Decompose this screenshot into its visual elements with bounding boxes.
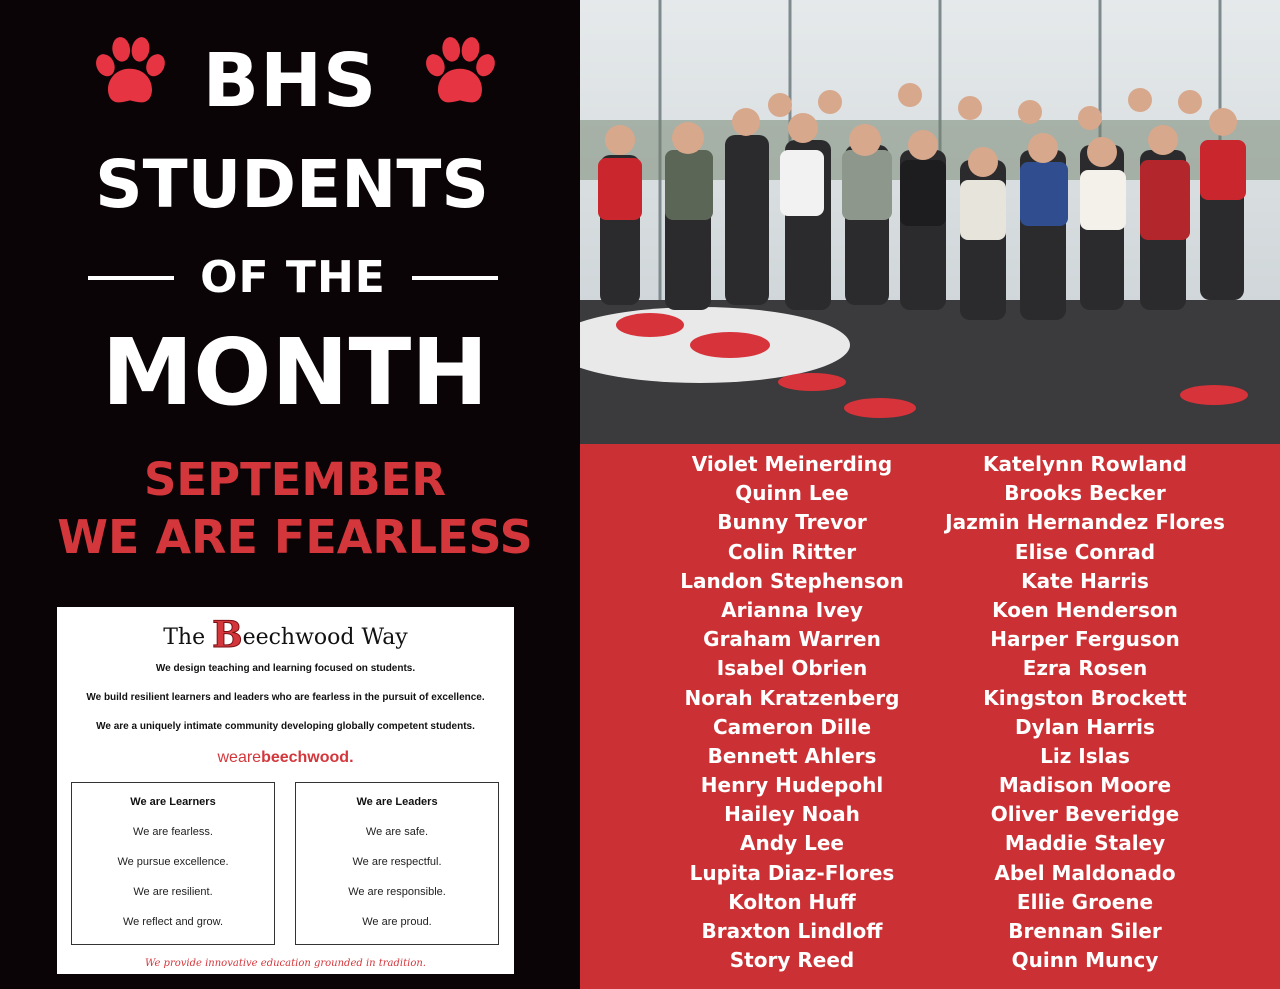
student-name: Kate Harris xyxy=(1021,568,1149,593)
beechwood-way-card xyxy=(57,607,514,974)
leaders-item: We are respectful. xyxy=(352,856,442,868)
student-name: Hailey Noah xyxy=(724,802,860,827)
student-name: Violet Meinerding xyxy=(691,452,893,476)
brand-prefix: weare xyxy=(217,749,262,766)
learners-heading: We are Learners xyxy=(130,796,216,808)
we-are-beechwood-logo xyxy=(57,749,514,767)
leaders-item: We are proud. xyxy=(362,916,432,928)
learners-item: We are fearless. xyxy=(133,826,213,838)
student-name: Norah Kratzenberg xyxy=(684,685,900,710)
student-name: Dylan Harris xyxy=(1015,714,1155,739)
student-name: Liz Islas xyxy=(1040,743,1130,768)
student-name: Bunny Trevor xyxy=(717,510,867,535)
student-name: Brooks Becker xyxy=(1004,481,1166,506)
statement-2: We build resilient learners and leaders who are fearless in the pursuit of excellence. xyxy=(86,692,485,703)
student-name: Graham Warren xyxy=(703,627,881,652)
month-name: SEPTEMBER xyxy=(143,453,447,506)
group-photo-illustration xyxy=(580,0,1280,444)
of-the-row xyxy=(88,250,498,306)
learners-box xyxy=(71,782,275,945)
student-name: Maddie Staley xyxy=(1004,831,1166,856)
title-of-the: OF THE xyxy=(200,252,386,303)
student-name: Cameron Dille xyxy=(712,714,872,739)
brand-bold: beechwood. xyxy=(261,749,354,766)
student-name: Koen Henderson xyxy=(992,597,1178,622)
names-column-2 xyxy=(915,450,1255,975)
student-name: Arianna Ivey xyxy=(721,597,863,622)
student-name: Jazmin Hernandez Flores xyxy=(945,510,1225,535)
names-column-1 xyxy=(622,450,962,975)
card-title xyxy=(57,615,514,655)
student-name: Henry Hudepohl xyxy=(700,773,884,798)
group-photo xyxy=(580,0,1280,444)
student-name: Kingston Brockett xyxy=(983,685,1187,710)
leaders-item: We are responsible. xyxy=(348,886,446,898)
student-name: Andy Lee xyxy=(740,831,844,856)
divider-line xyxy=(412,276,498,280)
student-name: Brennan Siler xyxy=(1008,919,1162,943)
student-name: Madison Moore xyxy=(998,773,1172,798)
beechwood-b-logo: B xyxy=(212,614,243,656)
student-name: Quinn Muncy xyxy=(1011,948,1159,973)
student-name: Oliver Beveridge xyxy=(990,802,1180,827)
statement-1: We design teaching and learning focused on students. xyxy=(155,663,416,674)
card-footer: We provide innovative education grounded in tradition. xyxy=(145,958,426,969)
left-panel xyxy=(0,0,580,989)
student-name: Bennett Ahlers xyxy=(707,743,877,768)
divider-line xyxy=(88,276,174,280)
student-name: Abel Maldonado xyxy=(994,860,1176,885)
student-name: Quinn Lee xyxy=(735,481,849,506)
student-name: Lupita Diaz-Flores xyxy=(689,860,895,885)
title-bhs: BHS xyxy=(202,38,378,124)
learners-item: We pursue excellence. xyxy=(117,856,229,868)
student-name: Isabel Obrien xyxy=(716,656,868,681)
student-name: Katelynn Rowland xyxy=(983,452,1187,476)
student-name: Harper Ferguson xyxy=(990,627,1180,652)
student-name: Colin Ritter xyxy=(727,539,857,564)
leaders-heading: We are Leaders xyxy=(356,796,438,808)
student-name: Landon Stephenson xyxy=(680,568,904,593)
learners-item: We are resilient. xyxy=(133,886,213,898)
student-name: Braxton Lindloff xyxy=(701,919,883,943)
student-name: Ellie Groene xyxy=(1016,889,1154,914)
title-month: MONTH xyxy=(101,319,489,426)
card-title-rest: eechwood Way xyxy=(242,625,408,650)
theme-heading: WE ARE FEARLESS xyxy=(57,510,533,564)
leaders-item: We are safe. xyxy=(365,826,429,838)
student-name: Story Reed xyxy=(729,948,855,973)
title-students: STUDENTS xyxy=(95,146,489,223)
leaders-box xyxy=(295,782,499,945)
student-name: Kolton Huff xyxy=(728,889,856,914)
card-title-prefix: The xyxy=(163,625,206,650)
paw-print-icon xyxy=(416,30,504,118)
learners-item: We reflect and grow. xyxy=(122,916,224,928)
statement-3: We are a uniquely intimate community developing globally competent students. xyxy=(96,721,475,732)
student-name: Ezra Rosen xyxy=(1022,656,1148,681)
student-name: Elise Conrad xyxy=(1014,539,1156,564)
